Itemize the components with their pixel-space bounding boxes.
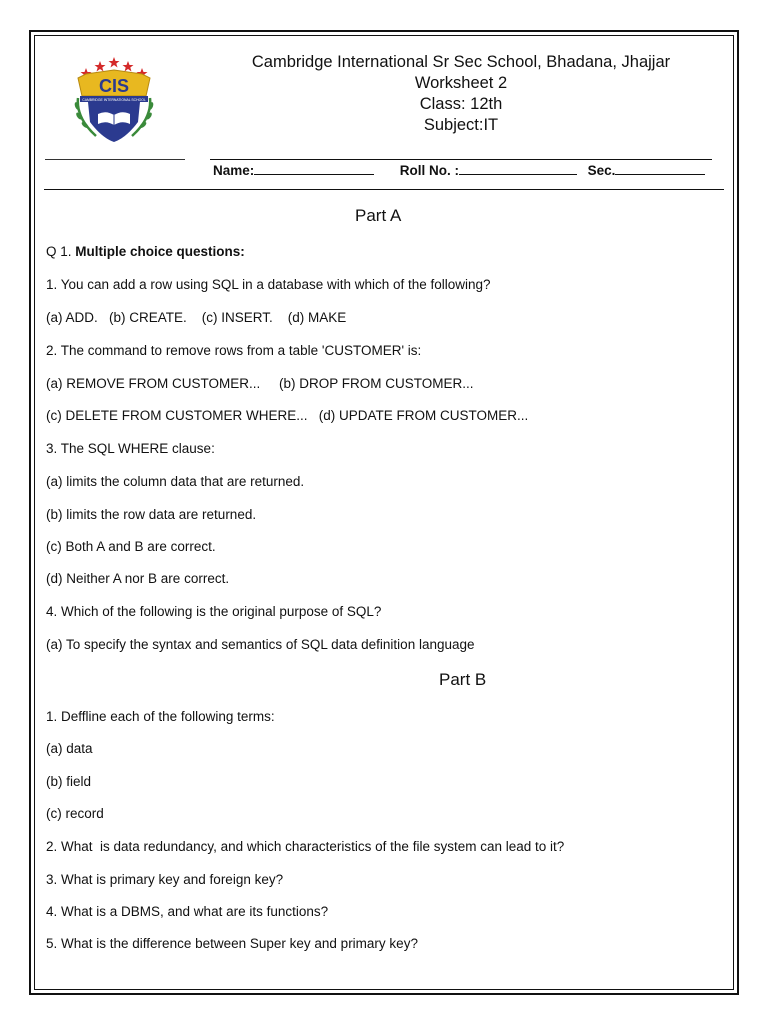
logo-text: CIS <box>98 76 130 96</box>
student-fields <box>213 162 705 178</box>
term-item: (a) data <box>46 741 93 756</box>
term-item: (c) record <box>46 806 104 821</box>
answer-options: (a) ADD. (b) CREATE. (c) INSERT. (d) MAKE <box>46 310 347 325</box>
answer-option: (a) To specify the syntax and semantics of SQL data definition language <box>46 637 475 652</box>
question-type: Multiple choice questions: <box>75 244 245 259</box>
question-line: 4. Which of the following is the original purpose of SQL? <box>46 604 382 619</box>
sec-label: Sec. <box>587 163 616 178</box>
school-logo <box>66 52 162 148</box>
worksheet-title: Worksheet 2 <box>414 74 508 92</box>
question-line: 1. You can add a row using SQL in a database with which of the following? <box>46 277 491 292</box>
name-blank[interactable] <box>254 162 374 175</box>
question-number: Q 1. <box>46 244 76 259</box>
answer-option: (c) Both A and B are correct. <box>46 539 216 554</box>
question-line: 4. What is a DBMS, and what are its functions? <box>46 904 329 919</box>
roll-label: Roll No. : <box>399 163 460 178</box>
section-divider <box>44 189 724 190</box>
logo-divider <box>45 159 185 160</box>
question-line: 3. The SQL WHERE clause: <box>46 441 215 456</box>
logo-banner: CAMBRIDGE INTERNATIONAL SCHOOL <box>82 97 146 102</box>
part-b-title: Part B <box>439 670 487 689</box>
question-line: 5. What is the difference between Super key and primary key? <box>46 936 418 951</box>
class-label: Class: 12th <box>419 95 503 113</box>
roll-blank[interactable] <box>459 162 577 175</box>
question-line: 3. What is primary key and foreign key? <box>46 872 284 887</box>
name-label: Name: <box>213 163 255 178</box>
sec-blank[interactable] <box>615 162 705 175</box>
answer-option: (d) Neither A nor B are correct. <box>46 571 230 586</box>
answer-options: (c) DELETE FROM CUSTOMER WHERE... (d) UPDATE FROM CUSTOMER... <box>46 408 529 423</box>
question-line: 1. Deffline each of the following terms: <box>46 709 275 724</box>
question-heading <box>46 244 245 259</box>
part-a-title: Part A <box>355 206 402 225</box>
header <box>205 52 717 136</box>
question-line: 2. The command to remove rows from a table 'CUSTOMER' is: <box>46 343 422 358</box>
term-item: (b) field <box>46 774 92 789</box>
question-line: 2. What is data redundancy, and which characteristics of the file system can lead to it? <box>46 839 565 854</box>
school-name: Cambridge International Sr Sec School, Bhadana, Jhajjar <box>251 53 671 71</box>
answer-option: (b) limits the row data are returned. <box>46 507 257 522</box>
answer-options: (a) REMOVE FROM CUSTOMER... (b) DROP FROM CUSTOMER... <box>46 376 474 391</box>
header-divider <box>210 159 712 160</box>
answer-option: (a) limits the column data that are returned. <box>46 474 305 489</box>
subject-label: Subject:IT <box>423 116 499 134</box>
